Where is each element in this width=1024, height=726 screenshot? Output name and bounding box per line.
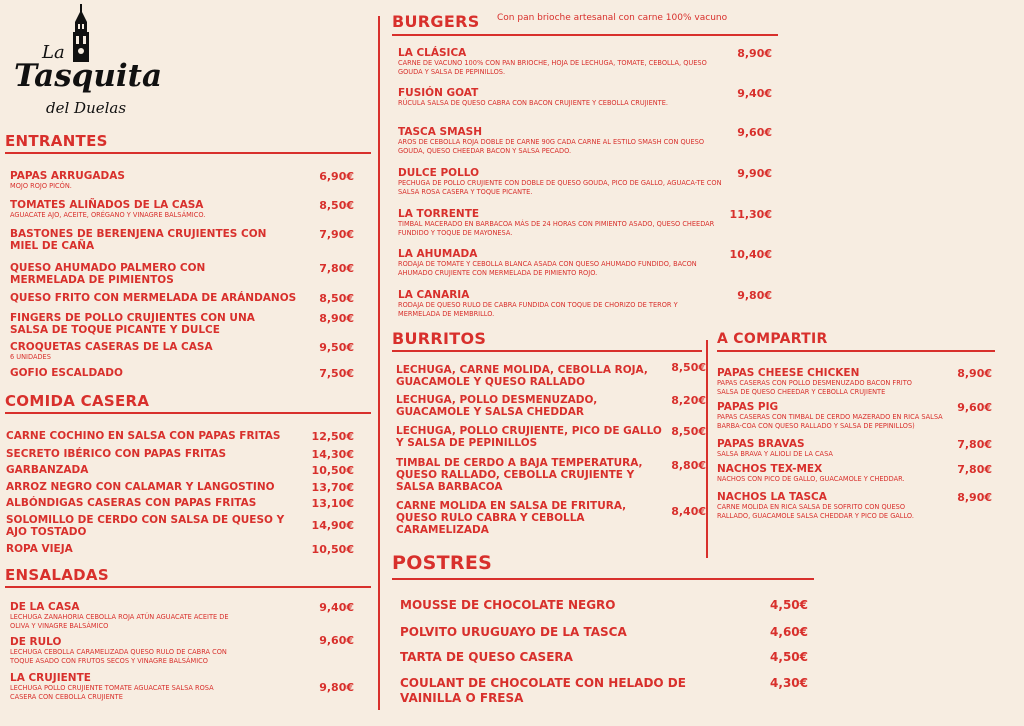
item-price: 8,50€ [671,425,706,438]
item-name: PAPAS PIG [717,401,779,413]
item-price: 10,50€ [311,464,354,477]
item-name: DULCE POLLO [398,167,480,179]
church-tower-icon [66,4,96,62]
list-item [396,425,666,449]
item-name: LA TORRENTE [398,208,480,220]
item-name: CARNE COCHINO EN SALSA CON PAPAS FRITAS [6,430,281,442]
item-name: GARBANZADA [6,464,89,476]
item-desc: RÚCULA SALSA DE QUESO CABRA CON BACON CRUJIENTE Y CEBOLLA CRUJIENTE. [398,99,668,107]
list-item [396,394,668,418]
compartir-title: A COMPARTIR [717,331,828,347]
list-item [10,170,310,191]
logo-tasquita: Tasquita [14,58,163,94]
item-name: SECRETO IBÉRICO CON PAPAS FRITAS [6,448,227,460]
item-price: 4,50€ [770,650,808,664]
item-name: LA CRUJIENTE [10,672,91,684]
list-item [6,514,291,538]
list-item [10,262,250,286]
list-item [398,208,723,237]
item-desc: AROS DE CEBOLLA ROJA DOBLE DE CARNE 90G CADA CARNE AL ESTILO SMASH CON QUESO GOUDA, QUESO CHEEDAR BACON Y SALSA PECADO. [398,138,705,155]
list-item [396,457,651,493]
item-price: 7,50€ [319,367,354,380]
list-item [717,401,962,430]
list-item [717,491,937,520]
burritos-line [392,350,702,352]
item-name: FINGERS DE POLLO CRUJIENTES CON UNA SALSA DE TOQUE PICANTE Y DULCE [10,312,255,336]
ensaladas-title: ENSALADAS [5,566,109,584]
burritos-title: BURRITOS [392,329,487,348]
item-name: LA AHUMADA [398,248,478,260]
item-price: 14,30€ [311,448,354,461]
entrantes-line [5,152,371,154]
item-desc: PAPAS CASERAS CON POLLO DESMENUZADO BACON FRITO SALSA DE QUESO CHEEDAR Y CEBOLLA CRUJIENTE [717,379,912,396]
comida-casera-line [5,412,371,414]
list-item [6,497,306,509]
logo-del-duelas: del Duelas [46,99,127,117]
item-desc: LECHUGA POLLO CRUJIENTE TOMATE AGUACATE SALSA ROSA CASERA CON CEBOLLA CRUJIENTE [10,684,214,701]
logo [12,4,163,120]
item-name: QUESO AHUMADO PALMERO CON MERMELADA DE PIMIENTOS [10,262,206,286]
item-price: 6,90€ [319,170,354,183]
list-item [717,463,927,484]
list-item [398,167,723,196]
list-item [717,438,927,459]
item-name: ARROZ NEGRO CON CALAMAR Y LANGOSTINO [6,481,275,493]
list-item [10,341,295,362]
item-desc: PAPAS CASERAS CON TIMBAL DE CERDO MAZERADO EN RICA SALSA BARBA-COA CON QUESO RALLADO Y SALSA DE PEPINILLOS) [717,413,943,430]
item-price: 13,70€ [311,481,354,494]
item-desc: NACHOS CON PICO DE GALLO, GUACAMOLE Y CHEDDAR. [717,475,905,483]
list-item [400,598,740,613]
item-name: GOFIO ESCALDADO [10,367,123,379]
item-name: NACHOS LA TASCA [717,491,827,503]
item-name: PAPAS ARRUGADAS [10,170,125,182]
item-price: 8,20€ [671,394,706,407]
item-price: 8,90€ [319,312,354,325]
item-price: 4,60€ [770,625,808,639]
item-name: NACHOS TEX-MEX [717,463,823,475]
item-price: 11,30€ [729,208,772,221]
item-name: POLVITO URUGUAYO DE LA TASCA [400,625,627,639]
list-item [6,543,306,555]
list-item [6,464,306,476]
list-item [400,676,710,706]
item-name: ALBÓNDIGAS CASERAS CON PAPAS FRITAS [6,497,257,509]
item-desc: RODAJA DE TOMATE Y CEBOLLA BLANCA ASADA CON QUESO AHUMADO FUNDIDO, BACON AHUMADO CRUJIENTE CON MERMELADA DE PIMIENTO ROJO. [398,260,697,277]
item-name: LECHUGA, POLLO DESMENUZADO, GUACAMOLE Y SALSA CHEDDAR [396,394,598,418]
item-name: DE LA CASA [10,601,80,613]
list-item [398,289,708,318]
item-name: ROPA VIEJA [6,543,73,555]
item-price: 7,80€ [957,463,992,476]
burgers-subtitle: Con pan brioche artesanal con carne 100% vacuno [497,13,728,23]
item-name: LECHUGA, CARNE MOLIDA, CEBOLLA ROJA, GUACAMOLE Y QUESO RALLADO [396,364,648,388]
item-price: 8,90€ [957,367,992,380]
item-name: TIMBAL DE CERDO A BAJA TEMPERATURA, QUESO RALLADO, CEBOLLA CRUJIENTE Y SALSA BARBACOA [396,457,643,493]
item-price: 8,50€ [671,361,706,374]
item-name: DE RULO [10,636,62,648]
item-price: 7,80€ [957,438,992,451]
item-price: 9,60€ [737,126,772,139]
item-name: QUESO FRITO CON MERMELADA DE ARÁNDANOS [10,292,297,304]
item-price: 8,90€ [737,47,772,60]
item-name: BASTONES DE BERENJENA CRUJIENTES CON MIEL DE CAÑA [10,228,267,252]
list-item [398,248,723,277]
item-price: 8,50€ [319,292,354,305]
item-desc: TIMBAL MACERADO EN BARBACOA MÁS DE 24 HORAS CON PIMIENTO ASADO, QUESO CHEEDAR FUNDIDO Y TOQUE DE MAYONESA. [398,220,715,237]
postres-line [392,578,814,580]
item-desc: CARNE DE VACUNO 100% CON PAN BRIOCHE, HOJA DE LECHUGA, TOMATE, CEBOLLA, QUESO GOUDA Y SALSA DE PEPINILLOS. [398,59,707,76]
list-item [10,199,310,220]
item-name: LA CANARIA [398,289,470,301]
item-price: 8,40€ [671,505,706,518]
list-item [6,481,306,493]
list-item [398,47,718,76]
item-price: 13,10€ [311,497,354,510]
item-price: 9,60€ [957,401,992,414]
item-name: COULANT DE CHOCOLATE CON HELADO DE VAINILLA O FRESA [400,676,686,705]
item-desc: MOJO ROJO PICÓN. [10,182,72,190]
list-item [717,367,927,396]
postres-title: POSTRES [392,552,493,574]
burgers-line [392,34,778,36]
comida-casera-title: COMIDA CASERA [5,392,150,410]
item-price: 8,90€ [957,491,992,504]
item-price: 7,90€ [319,228,354,241]
list-item [10,367,295,379]
item-name: TASCA SMASH [398,126,483,138]
item-name: LECHUGA, POLLO CRUJIENTE, PICO DE GALLO Y SALSA DE PEPINILLOS [396,425,662,449]
item-price: 9,50€ [319,341,354,354]
item-price: 9,80€ [319,681,354,694]
compartir-line [717,350,995,352]
item-price: 9,40€ [737,87,772,100]
item-price: 10,50€ [311,543,354,556]
item-price: 10,40€ [729,248,772,261]
entrantes-title: ENTRANTES [5,132,108,150]
list-item [10,292,310,304]
item-price: 9,40€ [319,601,354,614]
list-item [398,87,718,108]
item-price: 9,60€ [319,634,354,647]
item-price: 8,50€ [319,199,354,212]
list-item [10,672,240,701]
item-name: PAPAS BRAVAS [717,438,805,450]
list-item [10,636,240,665]
item-name: FUSIÓN GOAT [398,87,479,99]
item-name: LA CLÁSICA [398,47,467,59]
item-desc: RODAJA DE QUESO RULO DE CABRA FUNDIDA CON TOQUE DE CHORIZO DE TEROR Y MERMELADA DE MEMBRILLO. [398,301,678,318]
item-desc: 6 UNIDADES [10,353,51,361]
item-name: CROQUETAS CASERAS DE LA CASA [10,341,213,353]
list-item [6,430,306,442]
item-name: TOMATES ALIÑADOS DE LA CASA [10,199,204,211]
list-item [6,448,306,460]
column-divider-right [706,340,708,558]
item-desc: LECHUGA CEBOLLA CARAMELIZADA QUESO RULO DE CABRA CON TOQUE ASADO CON FRUTOS SECOS Y VINAGRE BALSÁMICO [10,648,227,665]
item-name: SOLOMILLO DE CERDO CON SALSA DE QUESO Y AJO TOSTADO [6,514,285,538]
list-item [396,364,656,388]
item-price: 8,80€ [671,459,706,472]
list-item [400,625,740,640]
item-price: 9,90€ [737,167,772,180]
item-price: 12,50€ [311,430,354,443]
item-desc: PECHUGA DE POLLO CRUJIENTE CON DOBLE DE QUESO GOUDA, PICO DE GALLO, AGUACA-TE CON SALSA ROSA CASERA Y TOQUE PICANTE. [398,179,722,196]
item-name: MOUSSE DE CHOCOLATE NEGRO [400,598,616,612]
list-item [400,650,740,665]
column-divider-left [378,16,380,710]
item-desc: CARNE MOLIDA EN RICA SALSA DE SOFRITO CON QUESO RALLADO, GUACAMOLE SALSA CHEDDAR Y PICO DE GALLO. [717,503,914,520]
item-price: 4,30€ [770,676,808,690]
list-item [10,312,270,336]
list-item [10,228,295,252]
item-price: 9,80€ [737,289,772,302]
logo-la: La [42,42,65,63]
burgers-title: BURGERS [392,12,480,31]
item-name: TARTA DE QUESO CASERA [400,650,573,664]
item-desc: SALSA BRAVA Y ALIOLI DE LA CASA [717,450,833,458]
item-desc: LECHUGA ZANAHORIA CEBOLLA ROJA ATÚN AGUACATE ACEITE DE OLIVA Y VINAGRE BALSÁMICO [10,613,229,630]
list-item [10,601,240,630]
item-name: PAPAS CHEESE CHICKEN [717,367,860,379]
item-price: 14,90€ [311,519,354,532]
item-name: CARNE MOLIDA EN SALSA DE FRITURA, QUESO RULO CABRA Y CEBOLLA CARAMELIZADA [396,500,627,536]
item-price: 4,50€ [770,598,808,612]
list-item [396,500,666,536]
item-price: 7,80€ [319,262,354,275]
ensaladas-line [5,586,371,588]
list-item [398,126,723,155]
item-desc: AGUACATE AJO, ACEITE, ORÉGANO Y VINAGRE BALSÁMICO. [10,211,206,219]
